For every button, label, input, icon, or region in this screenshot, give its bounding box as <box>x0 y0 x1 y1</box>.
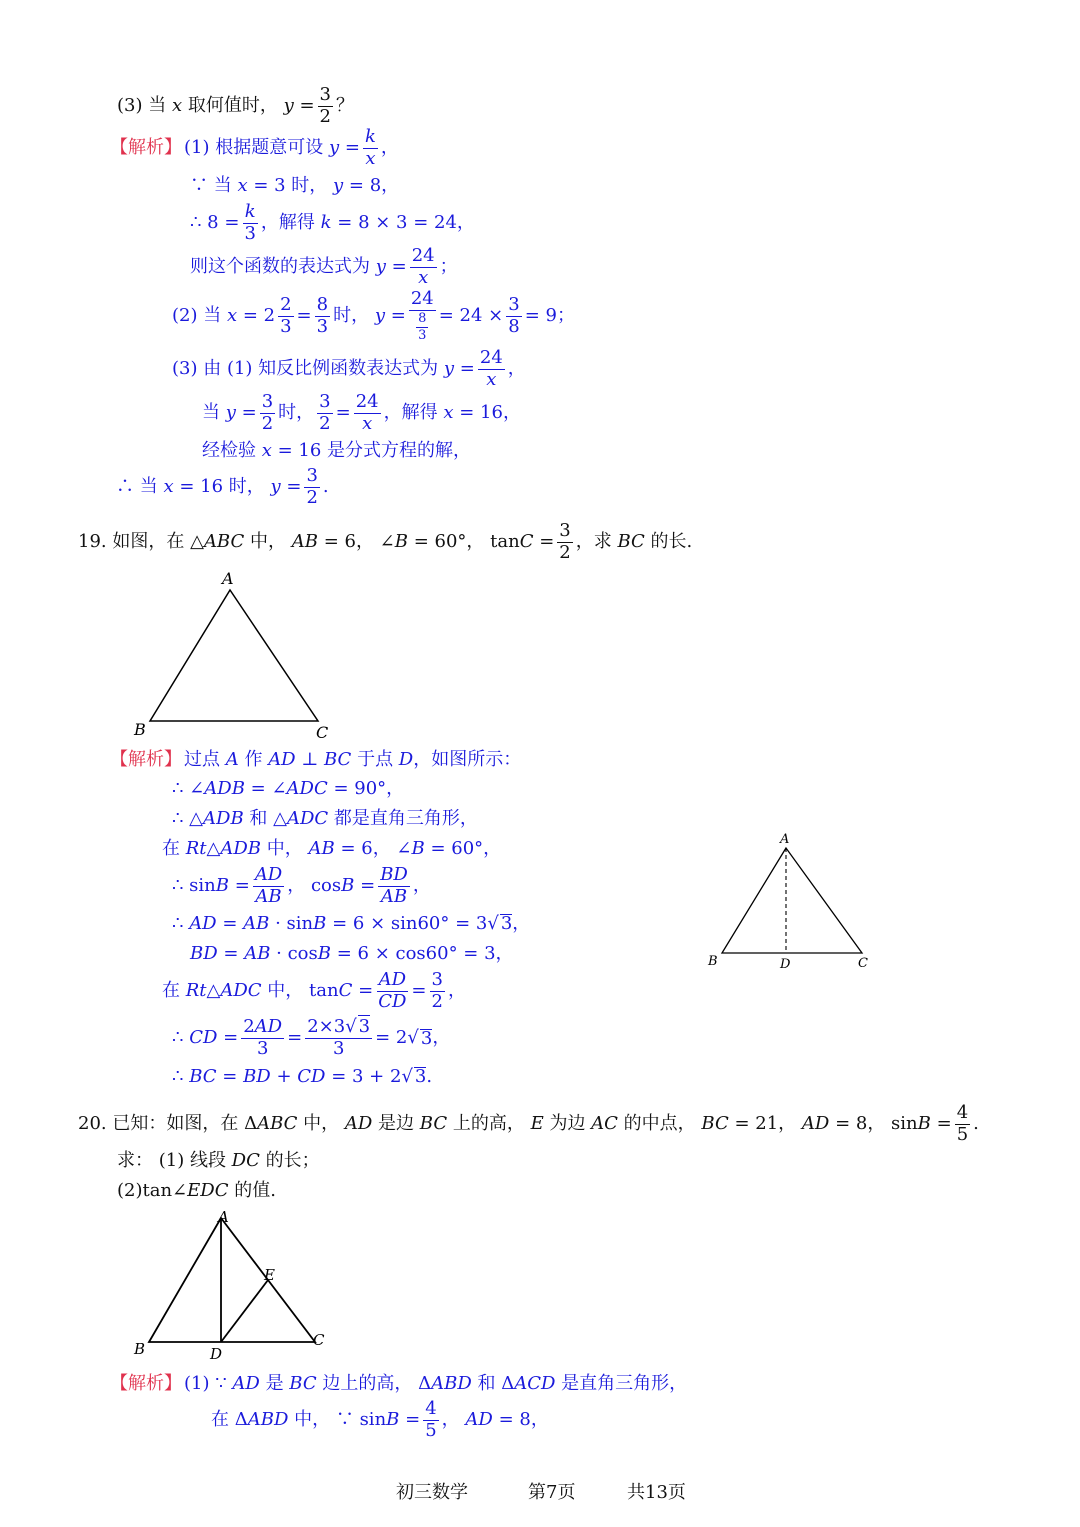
q19-sol-5: ∴ sin B = $\frac{AD}{AB}$ ， cos B = $\frac{BD}{AB}$ ， <box>172 864 431 907</box>
q19-sol-10: ∴ BC = BD + CD = 3 + 2√ 3 . <box>172 1065 433 1087</box>
figure-label: B <box>134 1340 146 1358</box>
q18-sol-2: ∵ 当 x = 3 时， y = 8， <box>190 175 400 196</box>
q18-part3: (3) 当 x 取何值时， y = $\frac{3}{2}$ ？ <box>117 84 354 127</box>
q19-sol-2: ∴ ∠ ADB = ∠ ADC = 90°， <box>172 778 405 799</box>
q19-sol-8: 在 Rt △ ADC 中， tan C = $\frac{AD}{CD}$ = $\frac{3}{2}$ ， <box>162 969 466 1012</box>
q19-sol-6: ∴ AD = AB · sin B = 6 × sin60° = 3√ 3 ， <box>172 912 531 934</box>
q18-sol-1: 【解析】 (1) 根据题意可设 y = $\frac{k}{x}$ ， <box>110 126 399 169</box>
q19-statement: 19. 如图，在 △ ABC 中， AB = 6， ∠ B = 60°， tan C = $\frac{3}{2}$ ，求 BC 的长. <box>78 520 693 563</box>
q18-sol-5: (2) 当 x = 2 $\frac{2}{3}$ = $\frac{8}{3}$ 时， y = $\frac{24}{\frac{8}{3}}$ = 24 × $\frac{3}{8}$ = 9； <box>172 288 575 343</box>
figure-label: C <box>858 956 868 971</box>
q19-sol-9: ∴ CD = $\frac{2AD}{3}$ = $\frac{2\times 3√ 3}{3}$ = 2√ 3 ， <box>172 1016 451 1059</box>
q18-sol-6: (3) 由 (1) 知反比例函数表达式为 y = $\frac{24}{x}$ ， <box>172 347 526 390</box>
footer-total: 共13页 <box>627 1482 686 1503</box>
q18-sol-4: 则这个函数的表达式为 y = $\frac{24}{x}$ ； <box>190 245 458 288</box>
footer-subject: 初三数学 <box>396 1482 468 1503</box>
figure-label: A <box>218 1208 229 1226</box>
figure-label: A <box>222 569 234 588</box>
q19-sol-4: 在 Rt △ ADB 中， AB = 6， ∠ B = 60°， <box>162 838 502 859</box>
figure-label: D <box>210 1345 223 1363</box>
q19-sol-7: BD = AB · cos B = 6 × cos60° = 3， <box>190 943 514 964</box>
footer-page: 第7页 <box>528 1482 576 1503</box>
q20-ask-2: (2)tan∠ EDC 的值. <box>117 1180 276 1201</box>
q18-sol-8: 经检验 x = 16 是分式方程的解， <box>202 440 472 461</box>
figure-label: A <box>780 832 790 847</box>
q18-sol-7: 当 y = $\frac{3}{2}$ 时， $\frac{3}{2}$ = $\frac{24}{x}$ ，解得 x = 16， <box>202 391 521 434</box>
figure-label: C <box>313 1331 325 1349</box>
figure-label: B <box>708 954 718 969</box>
q20-ask-1: 求： (1) 线段 DC 的长； <box>117 1150 320 1171</box>
q18-sol-9: ∴ 当 x = 16 时， y = $\frac{3}{2}$ . <box>116 465 329 508</box>
figure-label: E <box>264 1266 275 1284</box>
figure-label: C <box>316 723 329 742</box>
q19-sol-3: ∴ △ ADB 和 △ ADC 都是直角三角形， <box>172 808 478 829</box>
q20-sol-2: 在 Δ ABD 中， ∵ sin B = $\frac{4}{5}$ ， AD = 8， <box>211 1398 549 1441</box>
figure-label: B <box>134 720 146 739</box>
solution-tag: 【解析】 <box>110 137 182 159</box>
q18-sol-3: ∴ 8 = $\frac{k}{3}$ ，解得 k = 8 × 3 = 24， <box>190 201 475 244</box>
q19-sol-1: 【解析】 过点 A 作 AD ⊥ BC 于点 D ，如图所示： <box>110 749 522 770</box>
figure-label: D <box>780 957 791 972</box>
q20-sol-1: 【解析】 (1) ∵ AD 是 BC 边上的高， Δ ABD 和 Δ ACD 是直角三角形， <box>110 1373 688 1394</box>
q20-statement: 20. 已知：如图，在 Δ ABC 中， AD 是边 BC 上的高， E 为边 AC 的中点， BC = 21， AD = 8， sin B = $\frac{4}{5}$ . <box>78 1102 979 1145</box>
